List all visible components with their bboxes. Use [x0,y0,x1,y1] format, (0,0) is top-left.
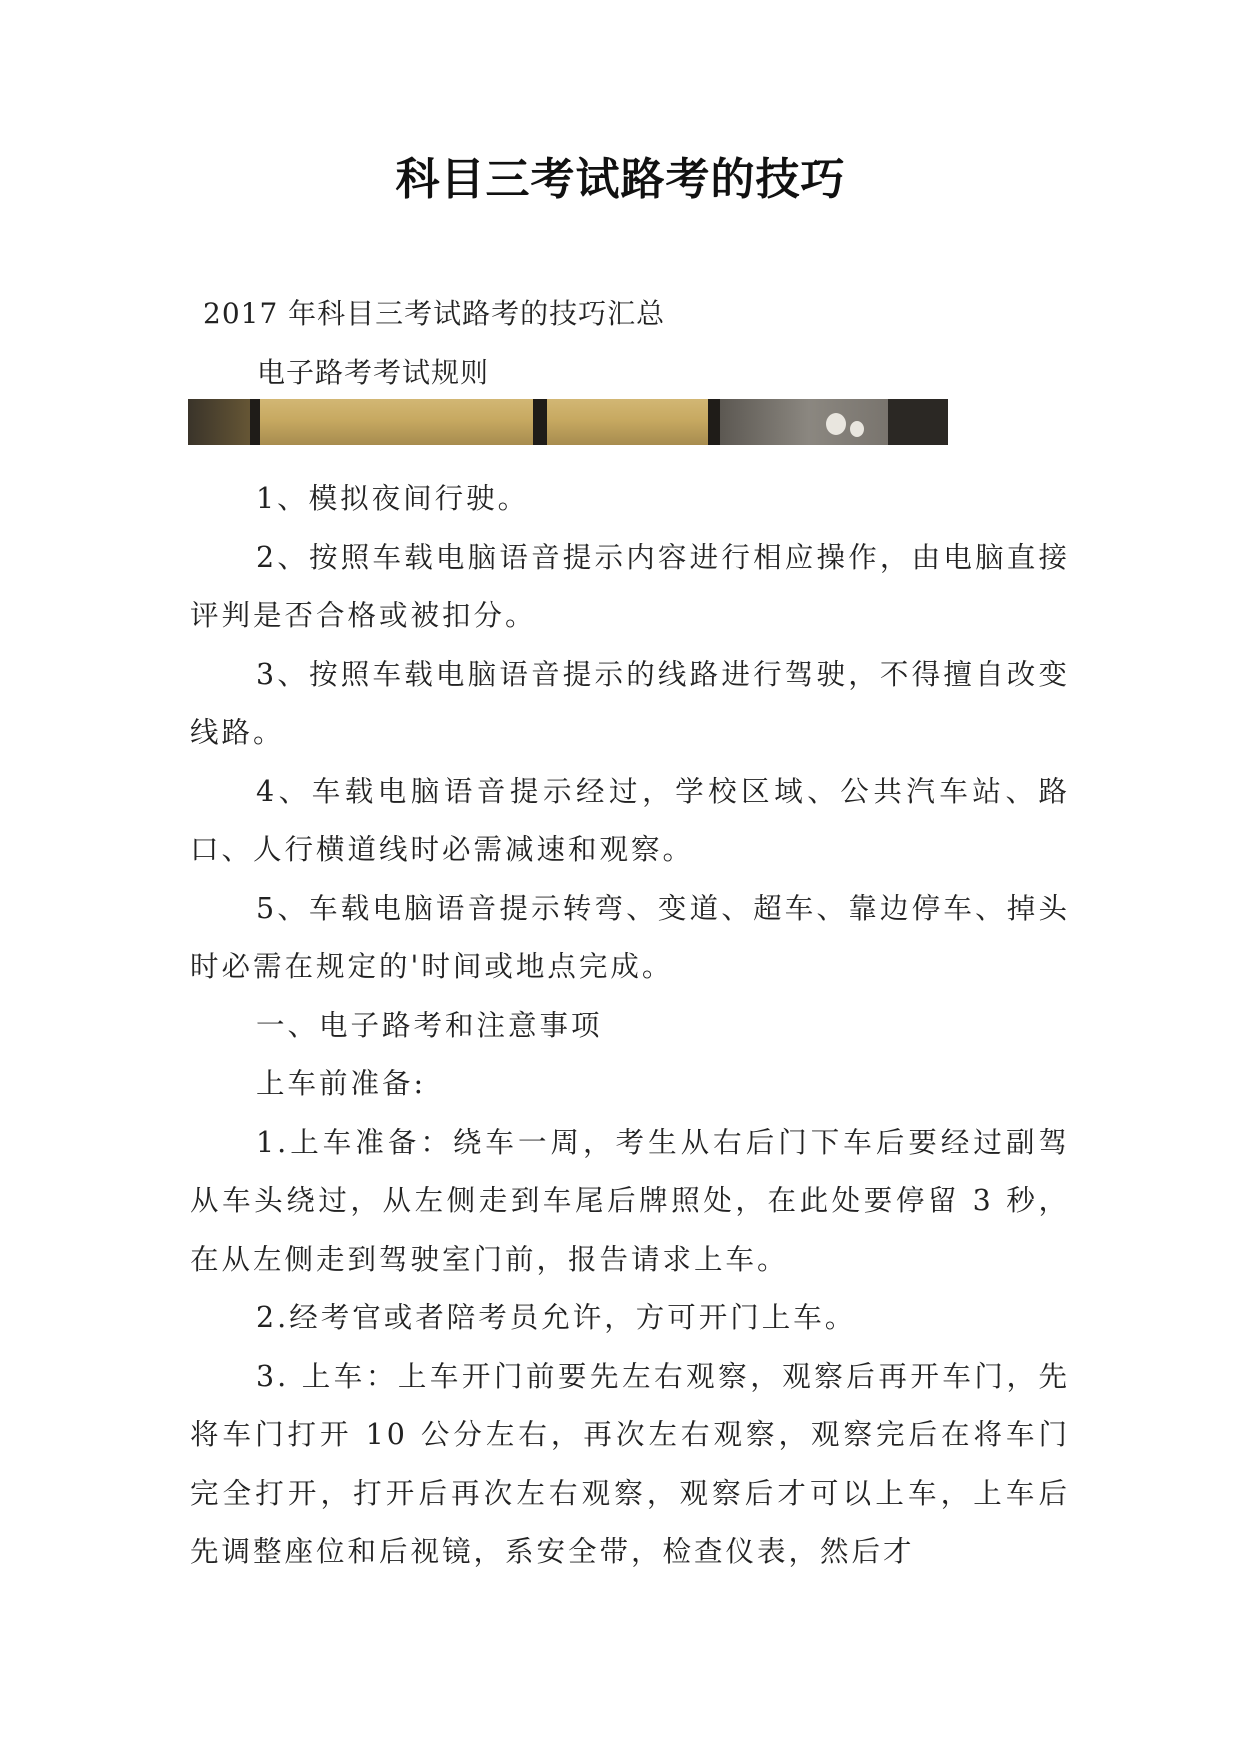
paragraph: 1、模拟夜间行驶。 [256,482,530,515]
document-subtitle: 2017 年科目三考试路考的技巧汇总 [203,297,666,330]
paragraph: 2.经考官或者陪考员允许，方可开门上车。 [256,1301,857,1334]
section-heading: 一、电子路考和注意事项 [256,1008,603,1042]
paragraph: 3. 上车：上车开门前要先左右观察，观察后再开车门，先将车门打开 10 公分左右，再次左右观察，观察完后在将车门完全打开，打开后再次左右观察，观察后才可以上车，上车后先调整座位和后视镜，系安全带，检查仪表，然后才 [190,1359,1070,1568]
paragraph: 4、车载电脑语音提示经过，学校区域、公共汽车站、路口、人行横道线时必需减速和观察。 [190,774,1070,866]
paragraph: 1.上车准备：绕车一周，考生从右后门下车后要经过副驾从车头绕过，从左侧走到车尾后牌照处，在此处要停留 3 秒，在从左侧走到驾驶室门前，报告请求上车。 [190,1125,1070,1276]
document-title: 科目三考试路考的技巧 [395,154,846,205]
subsection-heading: 上车前准备: [256,1067,427,1100]
document-body [190,470,1070,1582]
paragraph: 5、车载电脑语音提示转弯、变道、超车、靠边停车、掉头时必需在规定的'时间或地点完成。 [190,891,1070,983]
photo-strip-image [188,399,948,445]
rules-heading: 电子路考考试规则 [257,356,490,389]
paragraph: 3、按照车载电脑语音提示的线路进行驾驶，不得擅自改变线路。 [190,657,1070,749]
paragraph: 2、按照车载电脑语音提示内容进行相应操作，由电脑直接评判是否合格或被扣分。 [190,540,1070,632]
